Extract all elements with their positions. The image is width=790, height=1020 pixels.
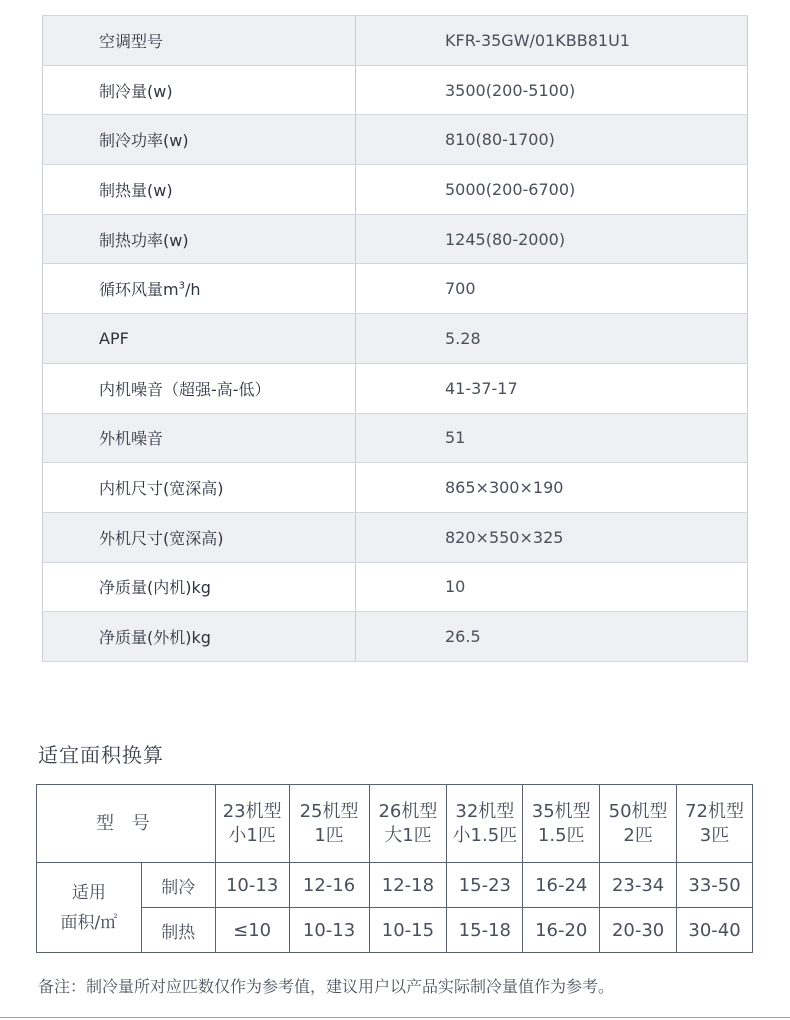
model-cell (523, 785, 600, 863)
cooling-value: 15-23 (447, 863, 523, 908)
spec-label: 制热功率(w) (43, 214, 356, 264)
area-table (36, 784, 753, 953)
spec-value: KFR-35GW/01KBB81U1 (356, 16, 748, 66)
spec-label: 空调型号 (43, 16, 356, 66)
cooling-value: 16-24 (523, 863, 600, 908)
cooling-value: 12-16 (289, 863, 369, 908)
spec-label: 外机噪音 (43, 413, 356, 463)
model-hp: 2匹 (623, 824, 653, 846)
spec-label-airflow (43, 264, 356, 314)
model-header: 型 号 (37, 785, 216, 863)
airflow-label-sup: 3 (178, 280, 185, 292)
bottom-divider (0, 1017, 790, 1018)
spec-label: 内机噪音（超强-高-低） (43, 363, 356, 413)
model-hp: 1匹 (314, 824, 344, 846)
model-cell (215, 785, 289, 863)
heating-value: 10-13 (289, 908, 369, 953)
model-hp: 1.5匹 (537, 824, 585, 846)
cooling-value: 12-18 (369, 863, 447, 908)
heating-value: 16-20 (523, 908, 600, 953)
area-header-row (37, 785, 753, 863)
spec-row (43, 463, 748, 513)
model-cell (600, 785, 677, 863)
model-name: 50机型 (608, 800, 668, 822)
applicable-label: 适用 (71, 882, 106, 903)
spec-row (43, 512, 748, 562)
model-hp: 3匹 (699, 824, 730, 846)
model-hp: 小1.5匹 (452, 824, 518, 846)
heating-value: 30-40 (677, 908, 753, 953)
spec-label: 净质量(外机)kg (43, 612, 356, 662)
area-section-title: 适宜面积换算 (38, 743, 164, 767)
area-unit-label: 面积/㎡ (60, 912, 118, 933)
spec-row (43, 413, 748, 463)
spec-table-body (43, 16, 748, 662)
spec-row (43, 562, 748, 612)
spec-value: 810(80-1700) (356, 115, 748, 165)
cooling-value: 23-34 (600, 863, 677, 908)
model-name: 35机型 (531, 800, 591, 822)
heating-value: 15-18 (447, 908, 523, 953)
model-hp: 小1匹 (228, 824, 276, 846)
applicable-area-label (37, 863, 142, 953)
model-cell (289, 785, 369, 863)
spec-row (43, 115, 748, 165)
heating-value: ≤10 (215, 908, 289, 953)
model-hp: 大1匹 (384, 824, 432, 846)
model-cell (677, 785, 753, 863)
spec-value: 700 (356, 264, 748, 314)
spec-label: 内机尺寸(宽深高) (43, 463, 356, 513)
airflow-label-text: 循环风量m (99, 280, 179, 300)
spec-row (43, 214, 748, 264)
model-name: 25机型 (299, 800, 359, 822)
cooling-row (37, 863, 753, 908)
footnote: 备注：制冷量所对应匹数仅作为参考值，建议用户以产品实际制冷量值作为参考。 (38, 977, 615, 996)
cooling-value: 10-13 (215, 863, 289, 908)
spec-value: 10 (356, 562, 748, 612)
spec-label: APF (43, 314, 356, 364)
model-name: 32机型 (455, 800, 515, 822)
spec-value: 41-37-17 (356, 363, 748, 413)
spec-value: 5000(200-6700) (356, 165, 748, 215)
model-name: 26机型 (378, 800, 438, 822)
cooling-label: 制冷 (141, 863, 215, 908)
spec-value: 3500(200-5100) (356, 65, 748, 115)
heating-label: 制热 (141, 908, 215, 953)
model-name: 72机型 (685, 800, 744, 822)
spec-value: 26.5 (356, 612, 748, 662)
heating-value: 20-30 (600, 908, 677, 953)
heating-value: 10-15 (369, 908, 447, 953)
spec-label: 制冷功率(w) (43, 115, 356, 165)
spec-value: 51 (356, 413, 748, 463)
airflow-label-suffix: /h (184, 280, 201, 300)
spec-table (42, 15, 748, 662)
spec-value: 5.28 (356, 314, 748, 364)
spec-row (43, 16, 748, 66)
spec-value: 820×550×325 (356, 512, 748, 562)
spec-value: 1245(80-2000) (356, 214, 748, 264)
model-cell (447, 785, 523, 863)
spec-row (43, 612, 748, 662)
model-cell (369, 785, 447, 863)
cooling-value: 33-50 (677, 863, 753, 908)
spec-label: 制冷量(w) (43, 65, 356, 115)
spec-row (43, 363, 748, 413)
spec-row (43, 65, 748, 115)
spec-row (43, 314, 748, 364)
spec-value: 865×300×190 (356, 463, 748, 513)
spec-row (43, 264, 748, 314)
spec-label: 制热量(w) (43, 165, 356, 215)
spec-label: 外机尺寸(宽深高) (43, 512, 356, 562)
model-name: 23机型 (222, 800, 282, 822)
spec-label: 净质量(内机)kg (43, 562, 356, 612)
area-table-body (37, 785, 753, 953)
heating-row (37, 908, 753, 953)
spec-row (43, 165, 748, 215)
